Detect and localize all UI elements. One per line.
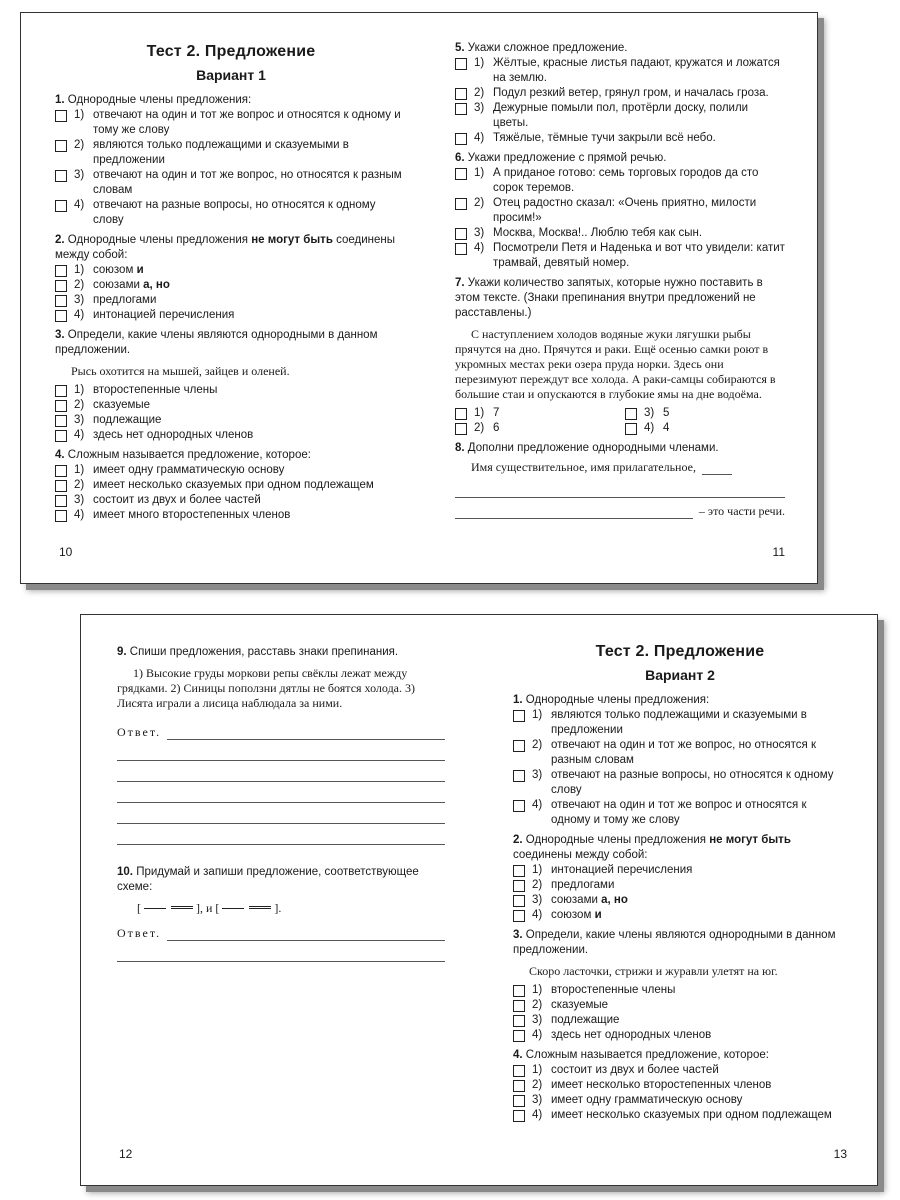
answer-option[interactable]: 3) состоит из двух и более частей [55, 493, 407, 508]
answer-option[interactable]: 4) здесь нет однородных членов [513, 1028, 847, 1043]
subject-underline [144, 908, 166, 909]
answer-option[interactable]: 2) сказуемые [513, 998, 847, 1013]
variant-label: Вариант 1 [196, 67, 266, 83]
answer-option[interactable]: 3) Дежурные помыли пол, протёрли доску, полили цветы. [455, 101, 785, 131]
checkbox[interactable] [513, 865, 525, 877]
checkbox[interactable] [55, 495, 67, 507]
checkbox[interactable] [55, 310, 67, 322]
answer-line[interactable] [167, 725, 445, 740]
q5-options [455, 56, 785, 146]
answer-option[interactable]: 1) второстепенные члены [55, 383, 407, 398]
answer-option[interactable]: 2) предлогами [513, 878, 847, 893]
sample-text: 1) Высокие груды моркови репы свёклы лежат между грядками. 2) Синицы поползни дятлы не боятся холода. 3) Лисята играли а лисица наблюдала за ними. [117, 666, 416, 710]
question-1: 1. Однородные члены предложения: [513, 694, 710, 706]
sentence-scheme: [ ], и [ ]. [137, 901, 282, 915]
answer-option[interactable]: 2) являются только подлежащими и сказуемыми в предложении [55, 138, 407, 168]
checkbox[interactable] [513, 1110, 525, 1122]
checkbox[interactable] [55, 110, 67, 122]
answer-line[interactable] [455, 483, 785, 498]
page-number: 10 [59, 545, 73, 559]
answer-option[interactable]: 2) имеет несколько сказуемых при одном подлежащем [55, 478, 407, 493]
q8-line-1: Имя существительное, имя прилагательное, [455, 460, 785, 475]
answer-line[interactable] [455, 504, 693, 519]
answer-line[interactable] [702, 460, 732, 475]
answer-option[interactable]: 2) отвечают на один и тот же вопрос, но относятся к разным словам [513, 738, 847, 768]
checkbox[interactable] [55, 415, 67, 427]
answer-row: Ответ. [117, 926, 445, 941]
checkbox[interactable] [55, 280, 67, 292]
answer-option[interactable]: 4) отвечают на один и тот же вопрос и относятся к одному и тому же слову [513, 798, 847, 828]
answer-option[interactable]: 1) 7 [455, 406, 615, 421]
answer-option[interactable]: 4) Посмотрели Петя и Наденька и вот что увидели: катит трамвай, девятый номер. [455, 241, 785, 271]
answer-option[interactable]: 4) отвечают на разные вопросы, но относятся к одному слову [55, 198, 407, 228]
page-number: 12 [119, 1147, 133, 1161]
test-title: Тест 2. Предложение [595, 643, 765, 660]
q3-options [55, 383, 407, 443]
answer-option[interactable]: 1) имеет одну грамматическую основу [55, 463, 407, 478]
answer-option[interactable]: 3) имеет одну грамматическую основу [513, 1093, 847, 1108]
answer-option[interactable]: 2) союзами а, но [55, 278, 407, 293]
answer-option[interactable]: 4) союзом и [513, 908, 847, 923]
answer-option[interactable]: 1) Жёлтые, красные листья падают, кружатся и ложатся на землю. [455, 56, 785, 86]
page-10 [55, 13, 407, 583]
checkbox[interactable] [55, 265, 67, 277]
answer-line[interactable] [117, 809, 445, 824]
book-spread-pages-12-13 [80, 614, 878, 1186]
checkbox[interactable] [55, 465, 67, 477]
answer-option[interactable]: 1) состоит из двух и более частей [513, 1063, 847, 1078]
checkbox[interactable] [455, 423, 467, 435]
checkbox[interactable] [513, 1080, 525, 1092]
answer-line[interactable] [117, 788, 445, 803]
question-4: 4. Сложным называется предложение, которое: [513, 1049, 769, 1061]
checkbox[interactable] [513, 880, 525, 892]
page-11 [455, 13, 785, 583]
answer-line[interactable] [117, 830, 445, 845]
page-13 [513, 615, 847, 1185]
checkbox[interactable] [55, 295, 67, 307]
answer-option[interactable]: 3) предлогами [55, 293, 407, 308]
answer-line[interactable] [167, 926, 445, 941]
question-1: 1. Однородные члены предложения: [55, 94, 252, 106]
checkbox[interactable] [455, 243, 467, 255]
q1-options [55, 108, 407, 228]
checkbox[interactable] [55, 480, 67, 492]
q4-options [55, 463, 407, 523]
answer-option[interactable]: 1) отвечают на один и тот же вопрос и относятся к одному и тому же слову [55, 108, 407, 138]
checkbox[interactable] [55, 400, 67, 412]
variant-label: Вариант 2 [645, 667, 715, 683]
checkbox[interactable] [625, 423, 637, 435]
answer-option[interactable]: 1) интонацией перечисления [513, 863, 847, 878]
checkbox[interactable] [55, 170, 67, 182]
answer-option[interactable]: 4) 4 [625, 421, 785, 436]
checkbox[interactable] [455, 228, 467, 240]
answer-option[interactable]: 2) Отец радостно сказал: «Очень приятно, милости просим!» [455, 196, 785, 226]
checkbox[interactable] [625, 408, 637, 420]
checkbox[interactable] [513, 710, 525, 722]
answer-option[interactable]: 3) отвечают на один и тот же вопрос, но относятся к разным словам [55, 168, 407, 198]
checkbox[interactable] [513, 1095, 525, 1107]
sample-sentence: Скоро ласточки, стрижи и журавли улетят на юг. [529, 964, 778, 978]
checkbox[interactable] [55, 510, 67, 522]
answer-option[interactable]: 1) являются только подлежащими и сказуемыми в предложении [513, 708, 847, 738]
checkbox[interactable] [513, 800, 525, 812]
answer-option[interactable]: 3) 5 [625, 406, 785, 421]
answer-option[interactable]: 3) Москва, Москва!.. Люблю тебя как сын. [455, 226, 785, 241]
question-2: 2. Однородные члены предложения не могут быть соединены между собой: [513, 834, 791, 861]
checkbox[interactable] [513, 895, 525, 907]
answer-option[interactable]: 3) отвечают на разные вопросы, но относятся к одному слову [513, 768, 847, 798]
checkbox[interactable] [455, 408, 467, 420]
answer-option[interactable]: 4) имеет несколько сказуемых при одном подлежащем [513, 1108, 847, 1123]
q2-options [55, 263, 407, 323]
checkbox[interactable] [513, 985, 525, 997]
answer-option[interactable]: 3) союзами а, но [513, 893, 847, 908]
test-title: Тест 2. Предложение [146, 43, 316, 60]
answer-option[interactable]: 2) Подул резкий ветер, грянул гром, и началась гроза. [455, 86, 785, 101]
question-10: 10. Придумай и запиши предложение, соответствующее схеме: [117, 866, 419, 893]
checkbox[interactable] [455, 88, 467, 100]
checkbox[interactable] [455, 58, 467, 70]
answer-option[interactable]: 3) подлежащие [513, 1013, 847, 1028]
checkbox[interactable] [455, 103, 467, 115]
answer-option[interactable]: 4) здесь нет однородных членов [55, 428, 407, 443]
book-spread-pages-10-11 [20, 12, 818, 584]
checkbox[interactable] [513, 1030, 525, 1042]
answer-option[interactable]: 3) подлежащие [55, 413, 407, 428]
question-9: 9. Спиши предложения, расставь знаки препинания. [117, 646, 399, 658]
question-5: 5. Укажи сложное предложение. [455, 42, 628, 54]
checkbox[interactable] [55, 200, 67, 212]
question-4: 4. Сложным называется предложение, которое: [55, 449, 311, 461]
sample-sentence: Рысь охотится на мышей, зайцев и оленей. [71, 364, 290, 378]
page-number: 11 [772, 545, 785, 559]
question-6: 6. Укажи предложение с прямой речью. [455, 152, 667, 164]
subject-underline [222, 908, 244, 909]
answer-option[interactable]: 1) второстепенные члены [513, 983, 847, 998]
answer-row: Ответ. [117, 725, 445, 740]
checkbox[interactable] [55, 140, 67, 152]
question-3: 3. Определи, какие члены являются однородными в данном предложении. [55, 329, 378, 356]
answer-option[interactable]: 2) имеет несколько второстепенных членов [513, 1078, 847, 1093]
checkbox[interactable] [55, 430, 67, 442]
checkbox[interactable] [455, 198, 467, 210]
answer-line[interactable] [117, 746, 445, 761]
q3-options [513, 983, 847, 1043]
sample-text: С наступлением холодов водяные жуки лягушки рыбы прячутся на дно. Прячутся и раки. Ещё осенью самки роют в укромных местах реки озера пруда норки. Здесь они перезимуют переждут все холода. А раки-самцы собираются в большие стаи и опускаются в глубокие ямы на дне водоёма. [455, 327, 776, 401]
question-7: 7. Укажи количество запятых, которые нужно поставить в этом тексте. (Знаки препинания внутри предложений не расставлены.) [455, 277, 763, 319]
q4-options [513, 1063, 847, 1123]
answer-option[interactable]: 1) союзом и [55, 263, 407, 278]
q8-line-3: – это части речи. [455, 504, 785, 519]
checkbox[interactable] [455, 168, 467, 180]
checkbox[interactable] [55, 385, 67, 397]
q7-options [455, 406, 785, 436]
page-12 [117, 615, 445, 1185]
answer-option[interactable]: 4) имеет много второстепенных членов [55, 508, 407, 523]
answer-option[interactable]: 4) интонацией перечисления [55, 308, 407, 323]
question-3: 3. Определи, какие члены являются однородными в данном предложении. [513, 929, 836, 956]
answer-line[interactable] [117, 767, 445, 782]
checkbox[interactable] [513, 1000, 525, 1012]
question-8: 8. Дополни предложение однородными членами. [455, 442, 719, 454]
answer-option[interactable]: 2) сказуемые [55, 398, 407, 413]
predicate-underline [171, 906, 193, 909]
q2-options [513, 863, 847, 923]
checkbox[interactable] [513, 740, 525, 752]
q1-options [513, 708, 847, 828]
answer-option[interactable]: 1) А приданое готово: семь торговых городов да сто сорок теремов. [455, 166, 785, 196]
answer-option[interactable]: 2) 6 [455, 421, 615, 436]
checkbox[interactable] [513, 1015, 525, 1027]
answer-option[interactable]: 4) Тяжёлые, тёмные тучи закрыли всё небо. [455, 131, 785, 146]
answer-line[interactable] [117, 947, 445, 962]
checkbox[interactable] [455, 133, 467, 145]
predicate-underline [249, 906, 271, 909]
checkbox[interactable] [513, 910, 525, 922]
page-number: 13 [833, 1147, 847, 1161]
checkbox[interactable] [513, 770, 525, 782]
q6-options [455, 166, 785, 271]
checkbox[interactable] [513, 1065, 525, 1077]
question-2: 2. Однородные члены предложения не могут быть соединены между собой: [55, 234, 396, 261]
